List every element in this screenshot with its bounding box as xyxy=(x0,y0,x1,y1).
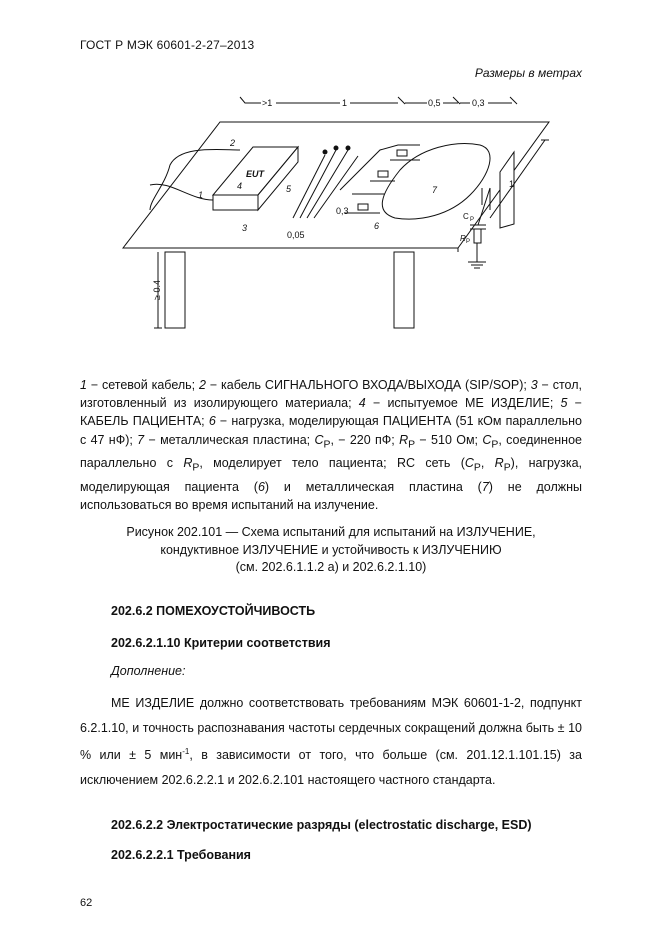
label-5: 5 xyxy=(286,184,292,194)
dim-0-3-inner: 0,3 xyxy=(336,206,349,216)
section-heading-202-6-2-2: 202.6.2.2 Электростатические разряды (electrostatic discharge, ESD) xyxy=(111,818,532,832)
dim-side-1: 1 xyxy=(509,179,515,189)
test-setup-figure xyxy=(110,88,550,350)
document-header: ГОСТ Р МЭК 60601-2-27–2013 xyxy=(80,38,255,52)
figure-caption xyxy=(80,524,582,577)
label-rp-sub: P xyxy=(466,239,471,245)
dim-0-3: 0,3 xyxy=(472,98,485,108)
table-leg-front-left xyxy=(165,252,185,328)
label-cp: C xyxy=(463,212,469,221)
label-1: 1 xyxy=(198,190,204,200)
section-heading-202-6-2-2-1: 202.6.2.2.1 Требования xyxy=(111,848,251,862)
label-4: 4 xyxy=(237,181,243,191)
caption-line-2: кондуктивное ИЗЛУЧЕНИЕ и устойчивость к ИЗЛУЧЕНИЮ xyxy=(160,542,502,557)
rp-resistor xyxy=(474,229,481,243)
table-leg-front-right xyxy=(394,252,414,328)
dim-height: ≥ 0.4 xyxy=(152,280,162,300)
caption-line-3: (см. 202.6.1.1.2 а) и 202.6.2.1.10) xyxy=(235,560,427,574)
units-note: Размеры в метрах xyxy=(474,66,582,80)
dim-greater-1: >1 xyxy=(262,98,273,108)
label-cp-sub: P xyxy=(470,217,475,223)
label-2: 2 xyxy=(230,138,236,148)
label-3: 3 xyxy=(242,223,248,233)
caption-line-1: Рисунок 202.101 — Схема испытаний для испытаний на ИЗЛУЧЕНИЕ, xyxy=(126,525,536,539)
figure-legend: 1 − сетевой кабель; 2 − кабель СИГНАЛЬНОГО ВХОДА/ВЫХОДА (SIP/SOP); 3 − стол, изготовленный из изолирующего материала; 4 − испытуемое МЕ ИЗДЕЛИЕ; 5 − КАБЕЛЬ ПАЦИЕНТА; 6 − нагрузка, моделирующая ПАЦИЕНТА (51 кОм параллельно с 47 нФ); 7 − металлическая пластина; $C_P$, − 220 пФ; $R_P - 510$ Ом; $C_P$, соединенное параллельно с $R_P$, моделирует тело пациента; RC сеть ($C_P$, $R_P$), нагрузка, моделирующая пациента (6) и металлическая пластина (7) не должны использоваться во время испытаний на излучение. xyxy=(80,378,583,513)
dim-0-05: 0,05 xyxy=(287,230,305,240)
addition-label: Дополнение: xyxy=(111,664,186,678)
label-6: 6 xyxy=(374,221,380,231)
dim-1: 1 xyxy=(342,98,348,108)
section-heading-202-6-2: 202.6.2 ПОМЕХОУСТОЙЧИВОСТЬ xyxy=(111,604,316,618)
section-heading-202-6-2-1-10: 202.6.2.1.10 Критерии соответствия xyxy=(111,636,331,650)
page-number: 62 xyxy=(80,897,93,909)
dim-0-5: 0,5 xyxy=(428,98,441,108)
label-rp: R xyxy=(460,234,466,243)
dimension-top-line xyxy=(240,97,261,103)
body-paragraph: МЕ ИЗДЕЛИЕ должно соответствовать требованиям МЭК 60601-1-2, подпункт 6.2.1.10, и точность распознавания частоты сердечных сокращений должна быть ± 10 % или ± 5 мин$^{-1}$, в зависимости от того, что больше (см. 201.12.1.101.15) за исключением 202.6.2.2.1 и 202.6.2.101 настоящего частного стандарта. xyxy=(80,696,582,787)
label-eut: EUT xyxy=(246,169,264,179)
label-7: 7 xyxy=(432,185,438,195)
